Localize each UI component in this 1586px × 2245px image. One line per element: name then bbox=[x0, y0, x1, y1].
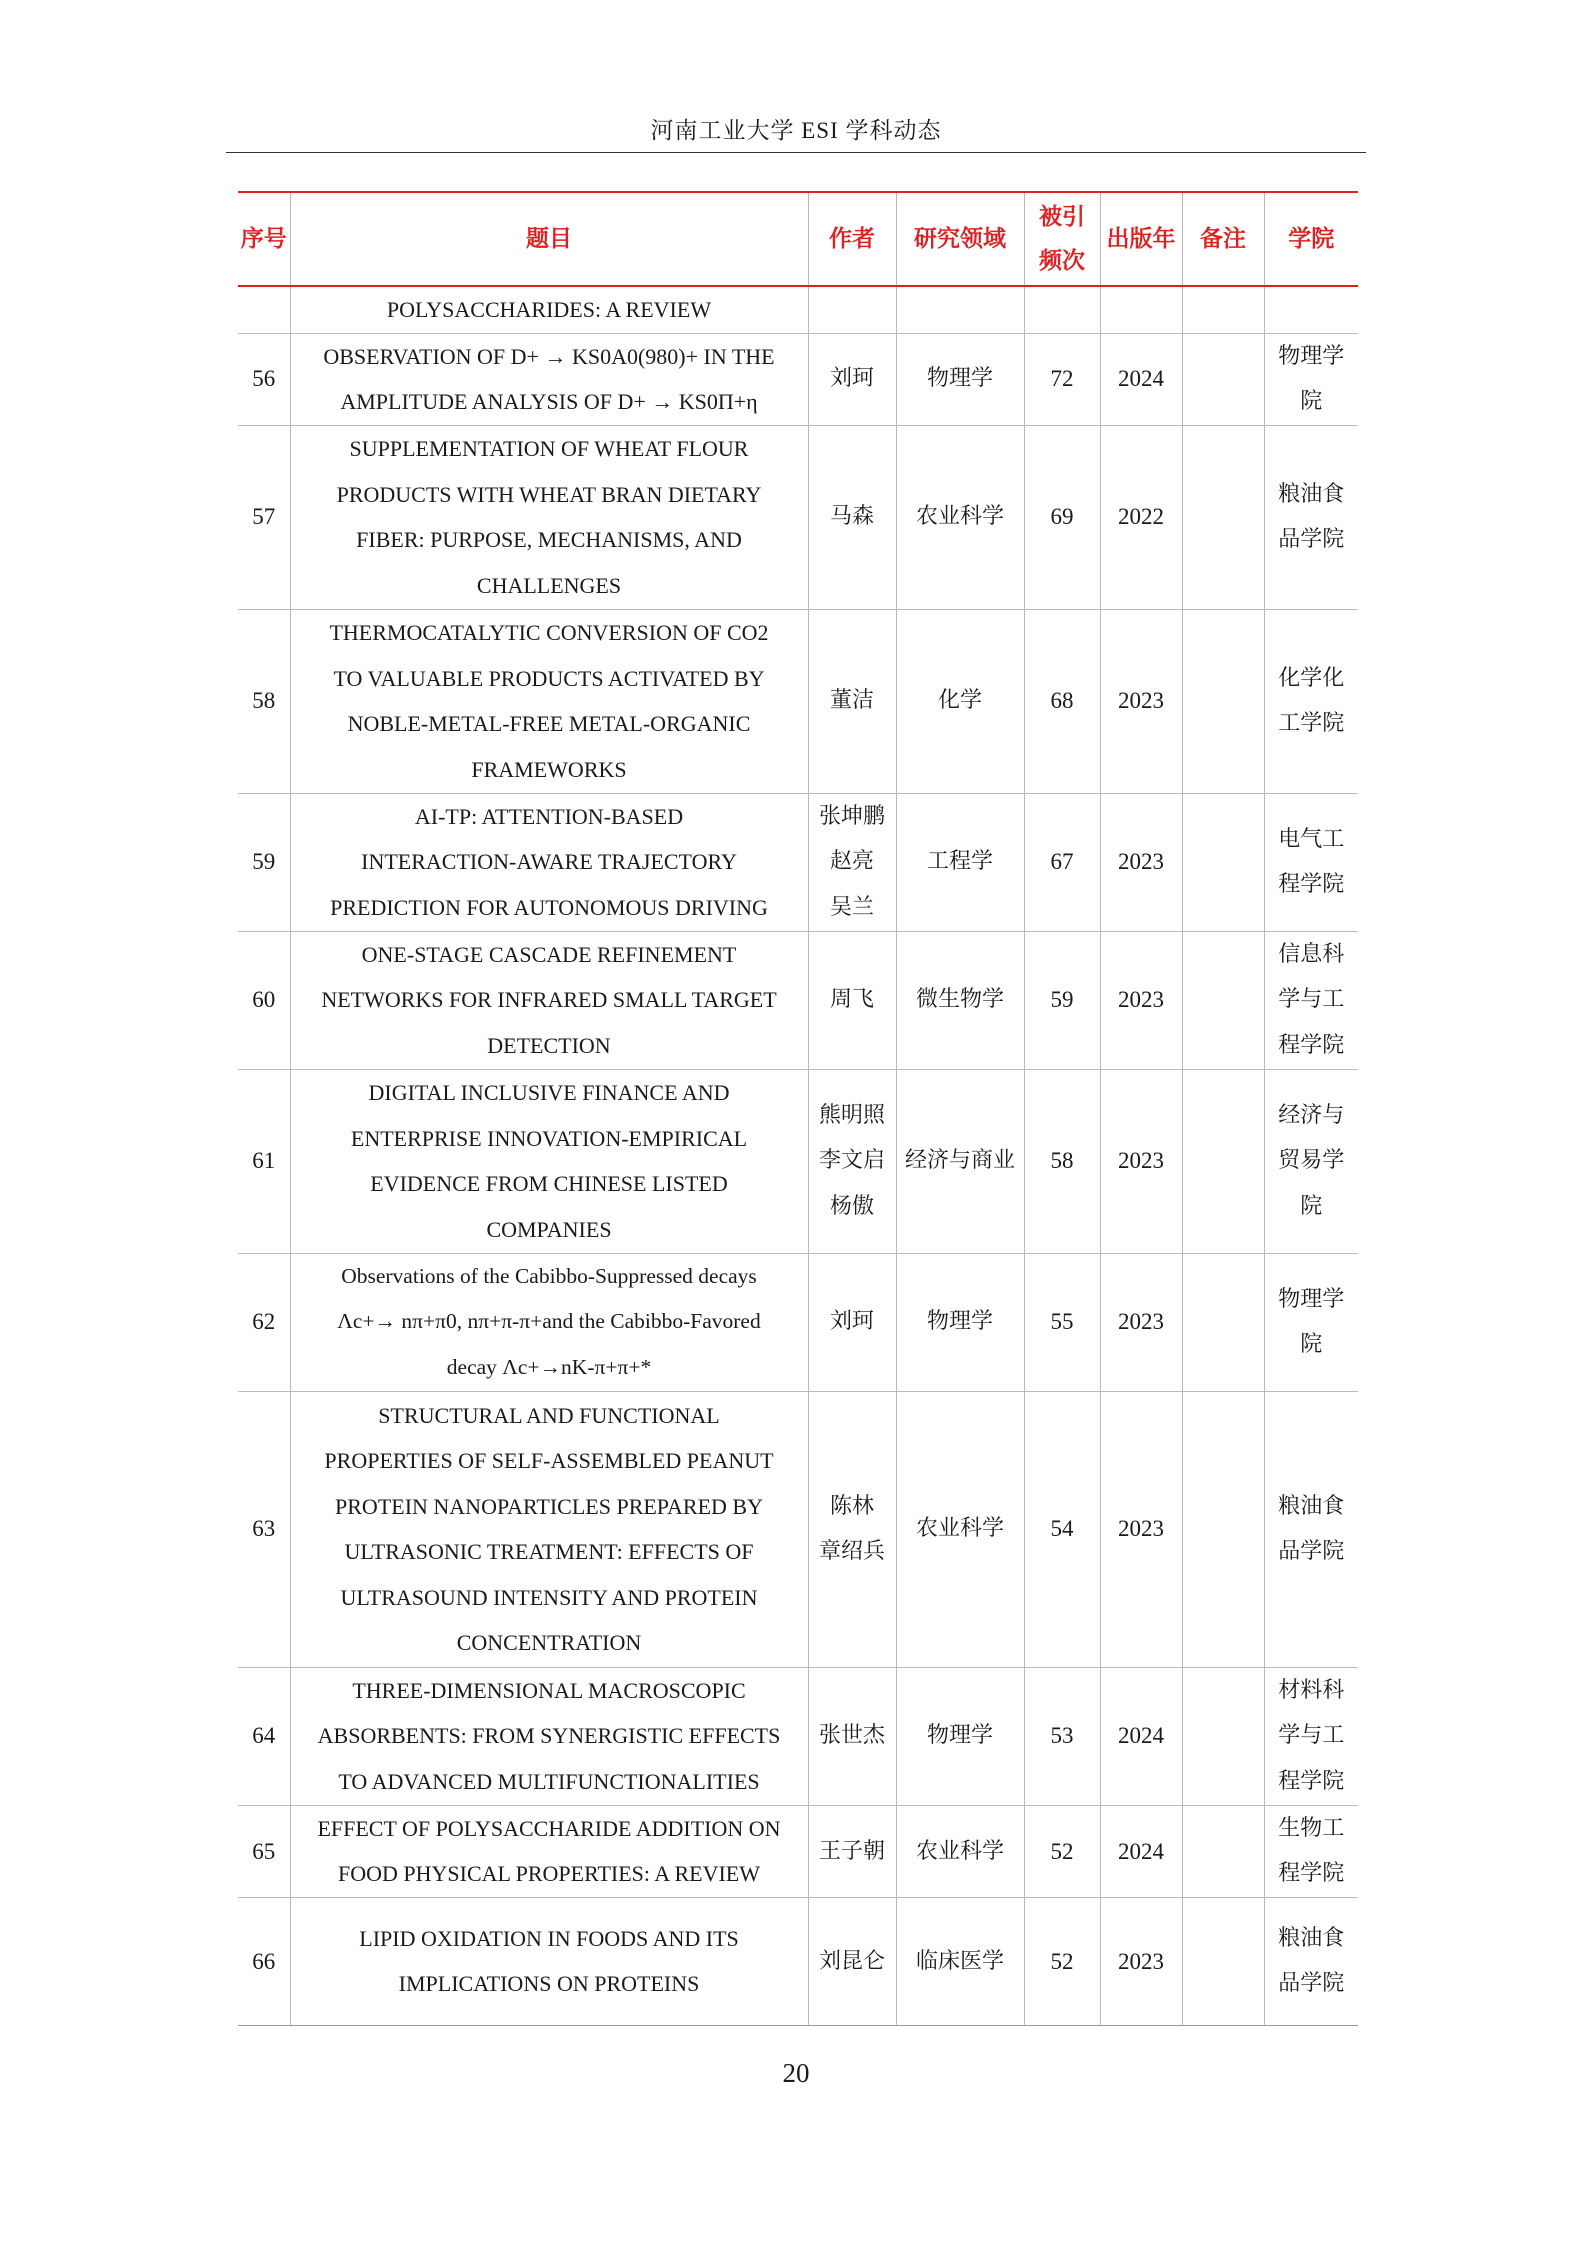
paper-title-line: LIPID OXIDATION IN FOODS AND ITS bbox=[359, 1925, 739, 1951]
school-name bbox=[1264, 1897, 1358, 2025]
paper-title bbox=[290, 609, 808, 793]
author-list bbox=[808, 1069, 896, 1253]
paper-title-line: ONE-STAGE CASCADE REFINEMENT bbox=[361, 941, 737, 967]
author-list bbox=[808, 1253, 896, 1391]
paper-title-line: Observations of the Cabibbo-Suppressed decays bbox=[341, 1263, 757, 1288]
paper-title-line: INTERACTION-AWARE TRAJECTORY bbox=[361, 849, 737, 875]
school-name-line: 院 bbox=[1300, 389, 1323, 415]
paper-title bbox=[290, 1897, 808, 2025]
school-name-line: 电气工 bbox=[1278, 826, 1345, 852]
row-number: 62 bbox=[238, 1253, 290, 1391]
school-name-line: 程学院 bbox=[1278, 1033, 1345, 1059]
note-cell bbox=[1182, 1391, 1264, 1667]
table-row bbox=[238, 1069, 1358, 1253]
col-header-title: 题目 bbox=[290, 192, 808, 286]
page-number: 20 bbox=[782, 2058, 810, 2088]
school-name-line: 材料科 bbox=[1278, 1677, 1345, 1703]
paper-title-line: PREDICTION FOR AUTONOMOUS DRIVING bbox=[330, 895, 768, 921]
paper-title-line: IMPLICATIONS ON PROTEINS bbox=[398, 1971, 700, 1997]
row-number: 60 bbox=[238, 931, 290, 1069]
citation-count: 54 bbox=[1024, 1391, 1100, 1667]
paper-title-line: FIBER: PURPOSE, MECHANISMS, AND bbox=[356, 527, 742, 553]
table-row bbox=[238, 1253, 1358, 1391]
paper-title-line: TO VALUABLE PRODUCTS ACTIVATED BY bbox=[333, 665, 765, 691]
author-list bbox=[808, 609, 896, 793]
publication-year: 2024 bbox=[1100, 1667, 1182, 1805]
research-field: 经济与商业 bbox=[896, 1069, 1024, 1253]
author-name: 王子朝 bbox=[818, 1838, 885, 1864]
citation-count: 52 bbox=[1024, 1897, 1100, 2025]
paper-title-line: ULTRASOUND INTENSITY AND PROTEIN bbox=[340, 1584, 758, 1610]
school-name-line: 学与工 bbox=[1278, 987, 1345, 1013]
paper-title bbox=[290, 1391, 808, 1667]
school-name-line: 程学院 bbox=[1278, 872, 1345, 898]
paper-title bbox=[290, 931, 808, 1069]
school-name-line: 品学院 bbox=[1278, 527, 1345, 553]
school-name-line: 粮油食 bbox=[1278, 1493, 1345, 1519]
school-name bbox=[1264, 1805, 1358, 1897]
note-cell bbox=[1182, 1897, 1264, 2025]
school-name-line: 程学院 bbox=[1278, 1861, 1345, 1887]
citation-count: 59 bbox=[1024, 931, 1100, 1069]
paper-title-line: THREE-DIMENSIONAL MACROSCOPIC bbox=[352, 1677, 746, 1703]
school-name bbox=[1264, 1069, 1358, 1253]
citation-count: 69 bbox=[1024, 425, 1100, 609]
row-number: 66 bbox=[238, 1897, 290, 2025]
author-name: 杨傲 bbox=[829, 1194, 874, 1220]
research-field: 农业科学 bbox=[896, 1391, 1024, 1667]
paper-title bbox=[290, 793, 808, 931]
research-field: 工程学 bbox=[896, 793, 1024, 931]
paper-title bbox=[290, 333, 808, 425]
paper-title-line: EVIDENCE FROM CHINESE LISTED bbox=[370, 1171, 728, 1197]
header-divider bbox=[226, 152, 1366, 153]
row-number: 64 bbox=[238, 1667, 290, 1805]
school-name bbox=[1264, 425, 1358, 609]
col-header-year: 出版年 bbox=[1100, 192, 1182, 286]
note-cell bbox=[1182, 793, 1264, 931]
school-name bbox=[1264, 333, 1358, 425]
publication-year: 2023 bbox=[1100, 1253, 1182, 1391]
table-body bbox=[238, 286, 1358, 2025]
citation-count: 68 bbox=[1024, 609, 1100, 793]
author-name: 陈林 bbox=[829, 1493, 874, 1519]
author-name: 周飞 bbox=[829, 987, 874, 1013]
school-name-line: 物理学 bbox=[1278, 343, 1345, 369]
research-field: 农业科学 bbox=[896, 1805, 1024, 1897]
school-name-line: 院 bbox=[1300, 1194, 1323, 1220]
publication-year: 2022 bbox=[1100, 425, 1182, 609]
table-row bbox=[238, 286, 1358, 333]
note-cell bbox=[1182, 931, 1264, 1069]
author-name: 赵亮 bbox=[829, 849, 874, 875]
school-name-line: 贸易学 bbox=[1278, 1148, 1345, 1174]
row-number: 59 bbox=[238, 793, 290, 931]
paper-title-line: CHALLENGES bbox=[476, 572, 622, 598]
paper-title-line: CONCENTRATION bbox=[456, 1630, 642, 1656]
research-field bbox=[896, 286, 1024, 333]
publication-year bbox=[1100, 286, 1182, 333]
citation-count: 72 bbox=[1024, 333, 1100, 425]
school-name-line: 经济与 bbox=[1278, 1102, 1345, 1128]
publication-year: 2023 bbox=[1100, 931, 1182, 1069]
note-cell bbox=[1182, 333, 1264, 425]
publication-year: 2023 bbox=[1100, 1391, 1182, 1667]
school-name-line: 工学院 bbox=[1278, 711, 1345, 737]
paper-title-line: COMPANIES bbox=[486, 1216, 612, 1242]
school-name-line: 物理学 bbox=[1278, 1286, 1345, 1312]
row-number: 56 bbox=[238, 333, 290, 425]
paper-title-line: ULTRASONIC TREATMENT: EFFECTS OF bbox=[344, 1539, 754, 1565]
author-name: 张坤鹏 bbox=[818, 803, 885, 829]
author-name: 李文启 bbox=[818, 1148, 885, 1174]
author-list bbox=[808, 425, 896, 609]
school-name-line: 程学院 bbox=[1278, 1769, 1345, 1795]
row-number: 63 bbox=[238, 1391, 290, 1667]
author-name: 章绍兵 bbox=[818, 1539, 885, 1565]
col-header-field: 研究领域 bbox=[896, 192, 1024, 286]
publication-year: 2023 bbox=[1100, 1897, 1182, 2025]
paper-title-line: FOOD PHYSICAL PROPERTIES: A REVIEW bbox=[337, 1861, 761, 1887]
research-field: 物理学 bbox=[896, 333, 1024, 425]
paper-title-line: PROTEIN NANOPARTICLES PREPARED BY bbox=[335, 1493, 763, 1519]
paper-title-line: EFFECT OF POLYSACCHARIDE ADDITION ON bbox=[317, 1815, 781, 1841]
school-name bbox=[1264, 286, 1358, 333]
school-name-line: 品学院 bbox=[1278, 1539, 1345, 1565]
school-name-line: 化学化 bbox=[1278, 665, 1345, 691]
table-row bbox=[238, 1391, 1358, 1667]
citation-count: 52 bbox=[1024, 1805, 1100, 1897]
table-row bbox=[238, 931, 1358, 1069]
table-row bbox=[238, 425, 1358, 609]
note-cell bbox=[1182, 1805, 1264, 1897]
paper-title-line: DIGITAL INCLUSIVE FINANCE AND bbox=[368, 1080, 730, 1106]
school-name bbox=[1264, 793, 1358, 931]
school-name-line: 粮油食 bbox=[1278, 481, 1345, 507]
note-cell bbox=[1182, 286, 1264, 333]
paper-table-container bbox=[238, 191, 1358, 2026]
school-name-line: 院 bbox=[1300, 1332, 1323, 1358]
row-number: 58 bbox=[238, 609, 290, 793]
school-name bbox=[1264, 609, 1358, 793]
note-cell bbox=[1182, 1253, 1264, 1391]
paper-title-line: PRODUCTS WITH WHEAT BRAN DIETARY bbox=[336, 481, 762, 507]
col-header-school: 学院 bbox=[1264, 192, 1358, 286]
research-field: 物理学 bbox=[896, 1667, 1024, 1805]
paper-title-line: DETECTION bbox=[487, 1033, 611, 1059]
author-list bbox=[808, 333, 896, 425]
school-name bbox=[1264, 1667, 1358, 1805]
col-header-author: 作者 bbox=[808, 192, 896, 286]
author-list bbox=[808, 1667, 896, 1805]
paper-title-line: AMPLITUDE ANALYSIS OF D+ → KS0Π+η bbox=[340, 389, 758, 415]
author-name: 马森 bbox=[829, 504, 874, 530]
publication-year: 2024 bbox=[1100, 1805, 1182, 1897]
author-list bbox=[808, 1897, 896, 2025]
paper-title-line: PROPERTIES OF SELF-ASSEMBLED PEANUT bbox=[324, 1448, 774, 1474]
author-list bbox=[808, 793, 896, 931]
author-name: 刘珂 bbox=[829, 1309, 874, 1335]
paper-title bbox=[290, 425, 808, 609]
school-name bbox=[1264, 931, 1358, 1069]
note-cell bbox=[1182, 425, 1264, 609]
citation-count: 58 bbox=[1024, 1069, 1100, 1253]
paper-title-line: AI-TP: ATTENTION-BASED bbox=[414, 803, 684, 829]
paper-title bbox=[290, 1069, 808, 1253]
citation-count: 53 bbox=[1024, 1667, 1100, 1805]
author-name: 吴兰 bbox=[829, 895, 874, 921]
publication-year: 2024 bbox=[1100, 333, 1182, 425]
paper-title bbox=[290, 1805, 808, 1897]
note-cell bbox=[1182, 609, 1264, 793]
note-cell bbox=[1182, 1069, 1264, 1253]
author-list bbox=[808, 1391, 896, 1667]
citation-count: 67 bbox=[1024, 793, 1100, 931]
author-name: 刘昆仑 bbox=[818, 1948, 885, 1974]
publication-year: 2023 bbox=[1100, 609, 1182, 793]
school-name-line: 粮油食 bbox=[1278, 1925, 1345, 1951]
col-header-note: 备注 bbox=[1182, 192, 1264, 286]
col-header-no: 序号 bbox=[238, 192, 290, 286]
citation-count: 55 bbox=[1024, 1253, 1100, 1391]
paper-title bbox=[290, 1667, 808, 1805]
research-field: 微生物学 bbox=[896, 931, 1024, 1069]
school-name-line: 学与工 bbox=[1278, 1723, 1345, 1749]
paper-title-line: TO ADVANCED MULTIFUNCTIONALITIES bbox=[338, 1769, 760, 1795]
author-name: 熊明照 bbox=[818, 1102, 885, 1128]
table-row bbox=[238, 333, 1358, 425]
col-header-citations-label: 被引频次 bbox=[1039, 204, 1085, 273]
row-number bbox=[238, 286, 290, 333]
author-list bbox=[808, 931, 896, 1069]
paper-title-line: THERMOCATALYTIC CONVERSION OF CO2 bbox=[329, 620, 769, 646]
school-name-line: 品学院 bbox=[1278, 1971, 1345, 1997]
paper-title-line: FRAMEWORKS bbox=[471, 756, 627, 782]
publication-year: 2023 bbox=[1100, 1069, 1182, 1253]
table-row bbox=[238, 1805, 1358, 1897]
paper-title-line: OBSERVATION OF D+ → KS0A0(980)+ IN THE bbox=[323, 343, 775, 369]
author-name: 刘珂 bbox=[829, 366, 874, 392]
citation-count bbox=[1024, 286, 1100, 333]
author-name: 张世杰 bbox=[818, 1723, 885, 1749]
research-field: 农业科学 bbox=[896, 425, 1024, 609]
paper-title-line: ENTERPRISE INNOVATION-EMPIRICAL bbox=[350, 1125, 748, 1151]
paper-table bbox=[238, 191, 1358, 2026]
school-name bbox=[1264, 1253, 1358, 1391]
row-number: 61 bbox=[238, 1069, 290, 1253]
paper-title-line: STRUCTURAL AND FUNCTIONAL bbox=[378, 1402, 720, 1428]
note-cell bbox=[1182, 1667, 1264, 1805]
research-field: 化学 bbox=[896, 609, 1024, 793]
paper-title-line: SUPPLEMENTATION OF WHEAT FLOUR bbox=[349, 436, 749, 462]
table-row bbox=[238, 1667, 1358, 1805]
paper-title-line: Λc+→ nπ+π0, nπ+π-π+and the Cabibbo-Favored bbox=[337, 1309, 761, 1334]
publication-year: 2023 bbox=[1100, 793, 1182, 931]
paper-title-line: NETWORKS FOR INFRARED SMALL TARGET bbox=[321, 987, 777, 1013]
school-name-line: 生物工 bbox=[1278, 1815, 1345, 1841]
school-name-line: 信息科 bbox=[1278, 941, 1345, 967]
row-number: 65 bbox=[238, 1805, 290, 1897]
row-number: 57 bbox=[238, 425, 290, 609]
table-row bbox=[238, 1897, 1358, 2025]
research-field: 临床医学 bbox=[896, 1897, 1024, 2025]
author-list bbox=[808, 286, 896, 333]
research-field: 物理学 bbox=[896, 1253, 1024, 1391]
paper-title-line: ABSORBENTS: FROM SYNERGISTIC EFFECTS bbox=[317, 1723, 781, 1749]
paper-title-line: POLYSACCHARIDES: A REVIEW bbox=[386, 297, 712, 322]
col-header-citations bbox=[1024, 192, 1100, 286]
page-header-title: 河南工业大学 ESI 学科动态 bbox=[650, 118, 942, 143]
author-name: 董洁 bbox=[829, 688, 874, 714]
paper-title bbox=[290, 286, 808, 333]
paper-title-line: decay Λc+→nK-π+π+* bbox=[446, 1355, 652, 1380]
table-row bbox=[238, 609, 1358, 793]
paper-title bbox=[290, 1253, 808, 1391]
author-list bbox=[808, 1805, 896, 1897]
table-row bbox=[238, 793, 1358, 931]
school-name bbox=[1264, 1391, 1358, 1667]
paper-title-line: NOBLE-METAL-FREE METAL-ORGANIC bbox=[347, 711, 751, 737]
table-header-row bbox=[238, 192, 1358, 286]
